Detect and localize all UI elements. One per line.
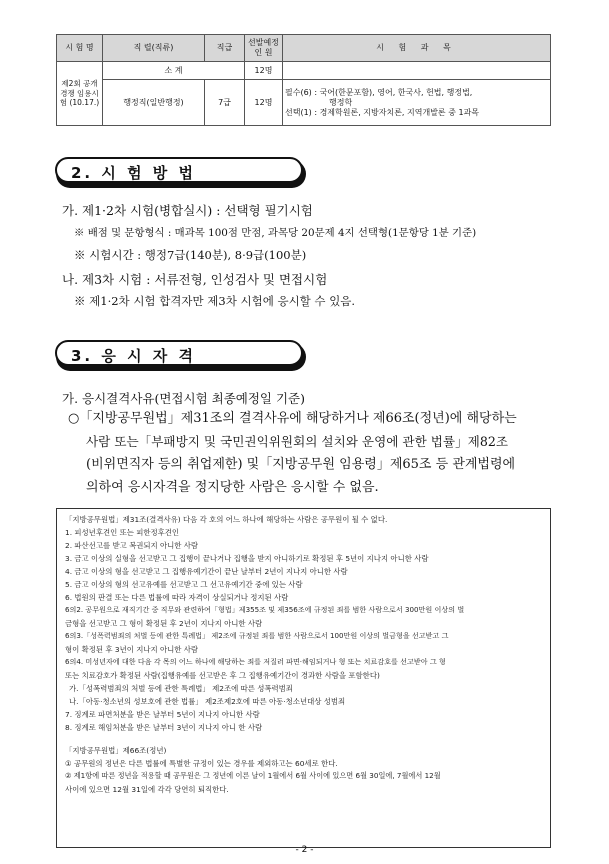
legal-box — [56, 508, 551, 848]
section2-line: 나. 제3차 시험 : 서류전형, 인성검사 및 면접시험 — [62, 272, 328, 287]
header-subjects: 시 험 과 목 — [283, 35, 551, 62]
section3-title: 3. 응 시 자 격 — [71, 347, 196, 365]
legal-line: 금형을 선고받고 그 형이 확정된 후 2년이 지나지 아니한 사람 — [65, 619, 263, 628]
legal-line: 4. 금고 이상의 형을 선고받고 그 집행유예기간이 끝난 날부터 2년이 지나지 아니한 사람 — [65, 567, 348, 576]
header-grade: 직급 — [205, 35, 245, 62]
section3-para-line: 사람 또는「부패방지 및 국민권익위원회의 설치와 운영에 관한 법률」제82조 — [86, 434, 509, 449]
subtotal-label: 소 계 — [103, 62, 245, 80]
legal-line: 5. 금고 이상의 형의 선고유예를 선고받고 그 선고유예기간 중에 있는 사람 — [65, 580, 303, 589]
section2-header — [56, 160, 306, 188]
legal-line: 가.「성폭력범죄의 처벌 등에 관한 특례법」 제2조에 따른 성폭력범죄 — [69, 684, 293, 693]
legal-line: 사이에 있으면 12월 31일에 각각 당연히 퇴직한다. — [65, 785, 229, 794]
header-exam-name: 시 험 명 — [57, 35, 103, 62]
legal-line: 또는 치료감호가 확정된 사람(집행유예를 선고받은 후 그 집행유예기간이 경과한 사람을 포함한다) — [65, 671, 380, 680]
table-row — [57, 80, 551, 126]
grade-cell: 7급 — [205, 80, 245, 126]
legal-line: 7. 징계로 파면처분을 받은 날부터 5년이 지나지 아니한 사람 — [65, 710, 260, 719]
legal-line: 6의3.「성폭력범죄의 처벌 등에 관한 특례법」 제2조에 규정된 죄를 범한 사람으로서 100만원 이상의 벌금형을 선고받고 그 — [65, 631, 449, 640]
header-job: 직 렬(직류) — [103, 35, 205, 62]
count-cell: 12명 — [245, 80, 283, 126]
section3-sub: 가. 응시결격사유(면접시험 최종예정일 기준) — [62, 391, 305, 406]
legal-line: ① 공무원의 정년은 다른 법률에 특별한 규정이 있는 경우를 제외하고는 60세로 한다. — [65, 759, 338, 768]
header-count: 선발예정 인 원 — [245, 35, 283, 62]
section3-para-line: ○「지방공무원법」제31조의 결격사유에 해당하거나 제66조(정년)에 해당하는 — [68, 411, 517, 426]
legal-line: ② 제1항에 따른 정년을 적용할 때 공무원은 그 정년에 이른 날이 1월에서 6월 사이에 있으면 6월 30일에, 7월에서 12월 — [65, 771, 441, 780]
subjects-line: 선택(1) : 경제학원론, 지방자치론, 지역개발론 중 1과목 — [285, 107, 480, 117]
section2-title: 2. 시 험 방 법 — [71, 164, 196, 182]
section2-line: 가. 제1·2차 시험(병합실시) : 선택형 필기시험 — [62, 203, 313, 218]
legal-line: 나.「아동·청소년의 성보호에 관한 법률」 제2조제2호에 따른 아동·청소년대상 성범죄 — [69, 697, 346, 706]
exam-name-cell: 제2회 공개경쟁 임용시험 (10.17.) — [57, 62, 103, 126]
legal-line: 「지방공무원법」제66조(정년) — [65, 746, 167, 755]
legal-line: 6의4. 미성년자에 대한 다음 각 목의 어느 하나에 해당하는 죄를 저질러 파면·해임되거나 형 또는 치료감호를 선고받아 그 형 — [65, 657, 446, 666]
section2-line: ※ 배점 및 문항형식 : 매과목 100점 만점, 과목당 20문제 4지 선택형(1문항당 1분 기준) — [74, 227, 477, 239]
section3-header — [56, 343, 306, 371]
table-row — [57, 62, 551, 80]
legal-line: 1. 피성년후견인 또는 피한정후견인 — [65, 528, 180, 537]
job-cell: 행정직(일반행정) — [103, 80, 205, 126]
subjects-line: 행정학 — [329, 97, 353, 107]
subjects-cell — [283, 80, 551, 126]
legal-line: 2. 파산선고를 받고 복권되지 아니한 사람 — [65, 541, 199, 550]
table-header-row — [57, 35, 551, 62]
section3-para-line: 의하여 응시자격을 정지당한 사람은 응시할 수 없음. — [86, 480, 379, 495]
legal-line: 6. 법원의 판결 또는 다른 법률에 따라 자격이 상실되거나 정지된 사람 — [65, 593, 289, 602]
subtotal-count: 12명 — [245, 62, 283, 80]
page-number: - 2 - — [295, 845, 314, 855]
section2-line: ※ 시험시간 : 행정7급(140분), 8·9급(100분) — [74, 248, 307, 262]
subjects-line: 필수(6) : 국어(한문포함), 영어, 한국사, 헌법, 행정법, — [285, 87, 473, 97]
legal-line: 8. 징계로 해임처분을 받은 날부터 3년이 지나지 아니 한 사람 — [65, 723, 263, 732]
legal-line: 「지방공무원법」제31조(결격사유) 다음 각 호의 어느 하나에 해당하는 사람은 공무원이 될 수 없다. — [65, 515, 388, 524]
legal-line: 3. 금고 이상의 실형을 선고받고 그 집행이 끝나거나 집행을 받지 아니하기로 확정된 후 5년이 지나지 아니한 사람 — [65, 554, 429, 563]
exam-table — [56, 34, 551, 126]
section2-line: ※ 제1·2차 시험 합격자만 제3차 시험에 응시할 수 있음. — [74, 294, 356, 308]
legal-line: 형이 확정된 후 3년이 지나지 아니한 사람 — [65, 645, 199, 654]
legal-line: 6의2. 공무원으로 재직기간 중 직무와 관련하여「형법」제355조 및 제356조에 규정된 죄를 범한 사람으로서 300만원 이상의 벌 — [65, 605, 465, 614]
section3-para-line: (비위면직자 등의 취업제한) 및「지방공무원 임용령」제65조 등 관계법령에 — [86, 457, 516, 472]
